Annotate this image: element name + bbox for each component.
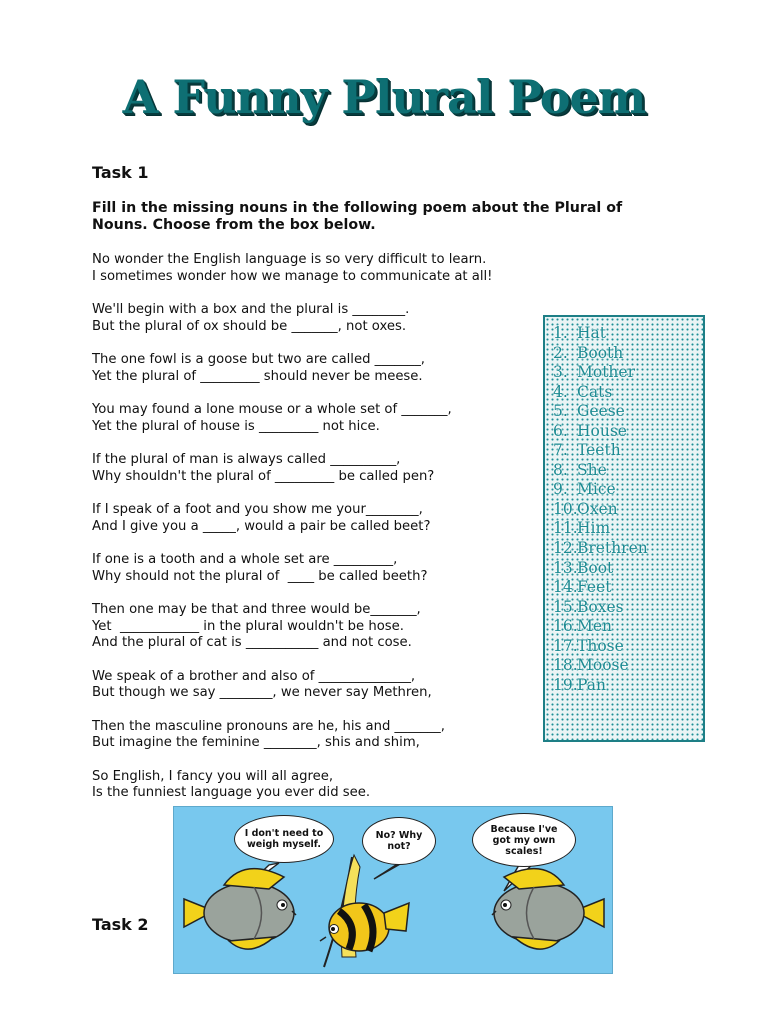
word-box-item xyxy=(553,578,648,598)
poem-line: Then one may be that and three would be_______, xyxy=(92,602,421,617)
poem-line: But though we say ________, we never say Methren, xyxy=(92,685,432,700)
word-box-item xyxy=(553,539,648,559)
word-box-word: Mother xyxy=(577,363,635,382)
word-box-word: Cats xyxy=(577,382,613,401)
word-box-item xyxy=(553,617,648,637)
word-box-number: 1. xyxy=(553,324,568,342)
word-box-item xyxy=(553,480,648,500)
word-box-number: 3. xyxy=(553,363,568,382)
poem-stanza xyxy=(92,769,542,802)
word-box-number: 18. xyxy=(553,656,578,675)
word-box-word: Teeth xyxy=(577,441,621,460)
word-box-item xyxy=(553,344,648,364)
word-box-word: She xyxy=(577,460,607,479)
middle-fish-icon xyxy=(320,855,409,967)
poem-line: Then the masculine pronouns are he, his and _______, xyxy=(92,718,445,734)
poem-line: If the plural of man is always called __________, xyxy=(92,452,401,467)
speech-bubble-right xyxy=(472,813,576,867)
word-box-word: Pan xyxy=(577,675,606,694)
word-box-number: 2. xyxy=(553,343,568,362)
word-box-word: Feet xyxy=(577,578,612,597)
poem-line: Yet ____________ in the plural wouldn't be hose. xyxy=(92,618,404,634)
word-box-number: 12. xyxy=(553,539,578,558)
poem-stanza xyxy=(92,552,542,585)
word-box-item xyxy=(553,559,648,579)
word-box-number: 4. xyxy=(553,382,568,401)
poem-stanza xyxy=(92,719,542,752)
word-box-number: 9. xyxy=(553,480,568,499)
word-box-word: Hat xyxy=(577,324,606,342)
poem-stanza xyxy=(92,352,542,385)
word-box-number: 10. xyxy=(553,499,578,518)
word-box-item xyxy=(553,402,648,422)
poem-line: And the plural of cat is ___________ and not cose. xyxy=(92,635,412,650)
speech-bubble-right-text: Because I've got my own scales! xyxy=(490,823,558,857)
word-box-word: Booth xyxy=(577,343,624,362)
word-box-item xyxy=(553,422,648,442)
speech-bubble-left xyxy=(234,815,334,863)
poem-stanza xyxy=(92,252,542,285)
word-box-word: Him xyxy=(577,519,611,538)
poem-stanza xyxy=(92,402,542,435)
word-box-word: Mice xyxy=(577,480,616,499)
poem-line: I sometimes wonder how we manage to communicate at all! xyxy=(92,268,493,284)
poem-line: But the plural of ox should be _______, not oxes. xyxy=(92,318,407,334)
speech-bubble-left-text: I don't need to weigh myself. xyxy=(244,828,324,850)
poem-line: If I speak of a foot and you show me your________, xyxy=(92,502,423,517)
word-box-number: 6. xyxy=(553,421,568,440)
poem-stanza xyxy=(92,452,542,485)
poem-line: You may found a lone mouse or a whole set of _______, xyxy=(92,402,452,417)
word-box-number: 13. xyxy=(553,558,578,577)
word-box-word: House xyxy=(577,421,627,440)
poem-line: We'll begin with a box and the plural is ________. xyxy=(92,302,410,317)
poem-stanza xyxy=(92,502,542,535)
word-box-item xyxy=(553,598,648,618)
speech-bubble-middle xyxy=(362,817,436,865)
word-box-number: 17. xyxy=(553,636,578,655)
word-box-word: Men xyxy=(577,617,613,636)
word-box-item xyxy=(553,500,648,520)
poem-stanza xyxy=(92,302,542,335)
word-box-item xyxy=(553,461,648,481)
word-box-number: 14. xyxy=(553,578,578,597)
poem-stanza xyxy=(92,602,542,652)
word-box-word: Geese xyxy=(577,402,625,421)
word-box-number: 7. xyxy=(553,441,568,460)
poem-line: No wonder the English language is so very difficult to learn. xyxy=(92,252,487,267)
poem-line: We speak of a brother and also of ______________, xyxy=(92,668,416,684)
poem-line: Why shouldn't the plural of _________ be called pen? xyxy=(92,468,435,484)
poem-line: If one is a tooth and a whole set are _________, xyxy=(92,552,398,567)
task-1-instruction: Fill in the missing nouns in the following poem about the Plural of Nouns. Choose from the box below. xyxy=(92,200,623,233)
page-title: A Funny Plural Poem xyxy=(122,70,646,124)
word-box-item xyxy=(553,676,648,696)
task-2-heading: Task 2 xyxy=(92,915,149,934)
word-box-number: 16. xyxy=(553,617,578,636)
poem-line: And I give you a _____, would a pair be called beet? xyxy=(92,518,431,534)
word-box-item xyxy=(553,656,648,676)
poem-line: Is the funniest language you ever did see. xyxy=(92,785,371,800)
poem-line: Yet the plural of house is _________ not hice. xyxy=(92,418,380,434)
fish-cartoon xyxy=(173,806,613,974)
word-box-item xyxy=(553,363,648,383)
task-1-heading: Task 1 xyxy=(92,163,149,182)
word-box-item xyxy=(553,519,648,539)
poem-line: The one fowl is a goose but two are called _______, xyxy=(92,352,425,367)
word-box-item xyxy=(553,441,648,461)
poem-line: Why should not the plural of ____ be called beeth? xyxy=(92,568,428,584)
word-box-item xyxy=(553,383,648,403)
word-box-number: 15. xyxy=(553,597,578,616)
word-box xyxy=(543,315,705,742)
poem-line: Yet the plural of _________ should never be meese. xyxy=(92,368,423,384)
poem xyxy=(92,252,542,819)
word-box-item xyxy=(553,324,648,344)
word-box-number: 5. xyxy=(553,402,568,421)
word-box-word: Boot xyxy=(577,558,614,577)
word-box-word: Those xyxy=(577,636,624,655)
word-box-number: 11. xyxy=(553,519,578,538)
word-box-item xyxy=(553,637,648,657)
word-box-word: Moose xyxy=(577,656,629,675)
left-fish-icon xyxy=(184,869,296,949)
poem-line: But imagine the feminine ________, shis and shim, xyxy=(92,735,420,750)
speech-bubble-middle-text: No? Why not? xyxy=(375,830,423,852)
poem-line: So English, I fancy you will all agree, xyxy=(92,768,334,784)
word-box-number: 19. xyxy=(553,675,578,694)
word-box-number: 8. xyxy=(553,460,568,479)
word-list xyxy=(553,324,648,695)
word-box-word: Boxes xyxy=(577,597,624,616)
word-box-word: Oxen xyxy=(577,499,618,518)
word-box-word: Brethren xyxy=(577,539,648,558)
right-fish-icon xyxy=(492,869,604,949)
poem-stanza xyxy=(92,669,542,702)
